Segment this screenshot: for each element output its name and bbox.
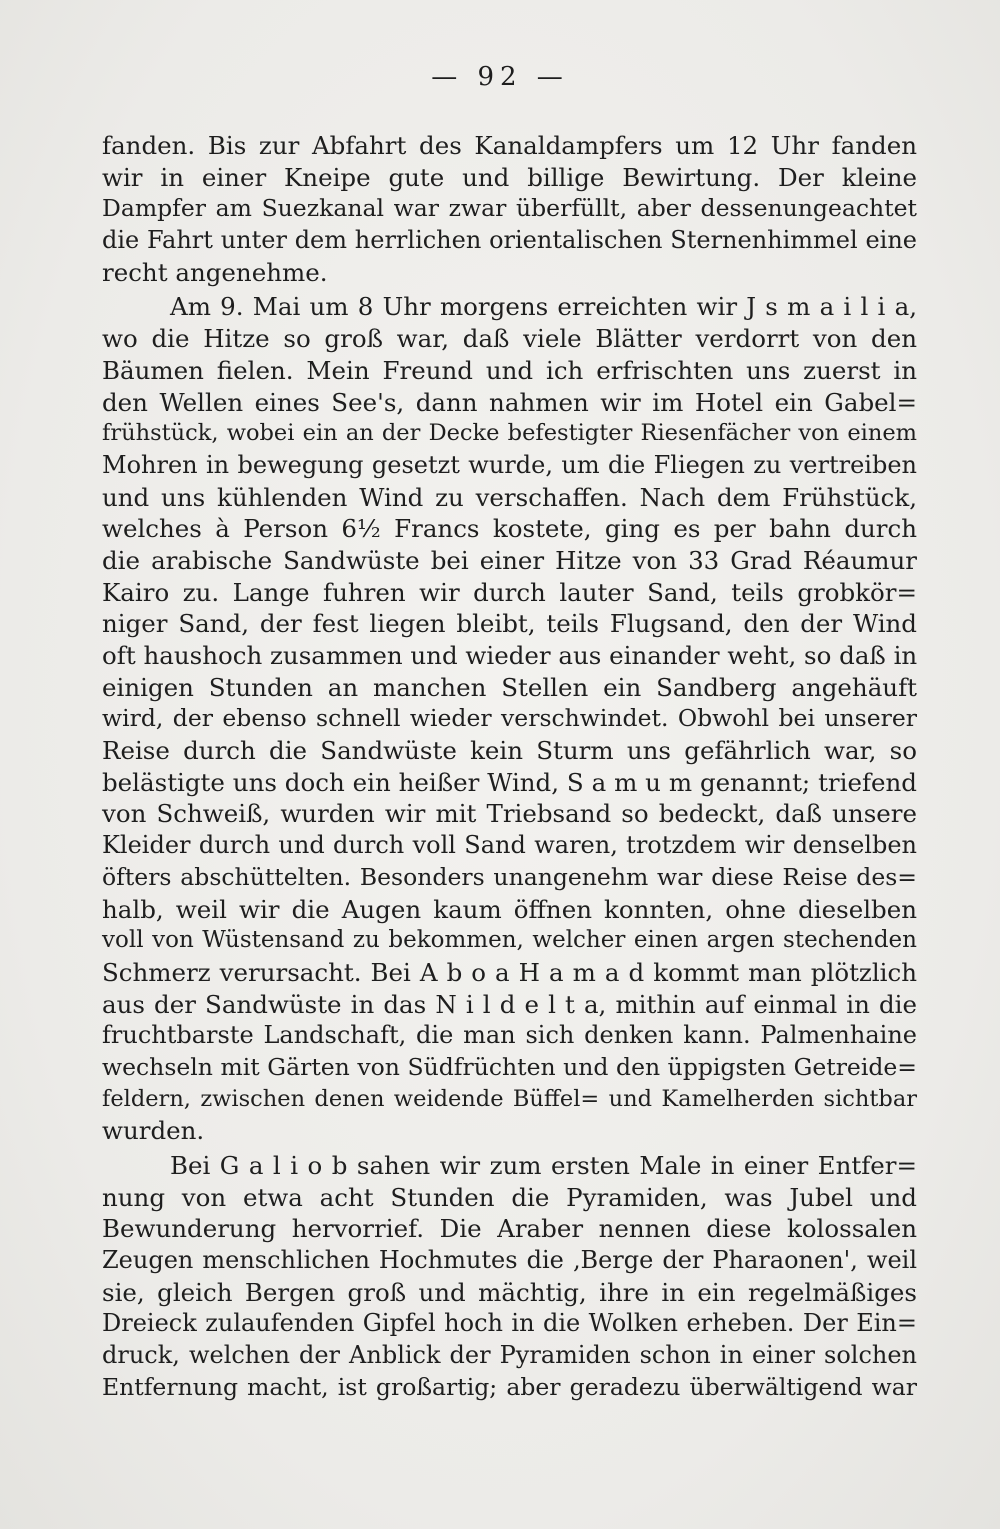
- paragraph: [102, 130, 917, 288]
- text-line: Kairo zu. Lange fuhren wir durch lauter Sand, teils grobkör=: [102, 577, 917, 607]
- text-line: niger Sand, der fest liegen bleibt, teils Flugsand, den der Wind: [102, 609, 917, 639]
- text-line: fanden. Bis zur Abfahrt des Kanaldampfers um 12 Uhr fanden: [102, 131, 917, 160]
- text-line: Am 9. Mai um 8 Uhr morgens erreichten wir J s m a i l i a,: [170, 292, 917, 322]
- text-line: frühstück, wobei ein an der Decke befestigter Riesenfächer von einem: [102, 420, 917, 447]
- text-line: voll von Wüstensand zu bekommen, welcher einen argen stechenden: [102, 927, 917, 954]
- text-line: von Schweiß, wurden wir mit Triebsand so bedeckt, daß unsere: [102, 799, 917, 829]
- text-line: druck, welchen der Anblick der Pyramiden schon in einer solchen: [102, 1341, 917, 1370]
- text-line: Dreieck zulaufenden Gipfel hoch in die Wolken erheben. Der Ein=: [102, 1309, 917, 1338]
- text-line: Dampfer am Suezkanal war zwar überfüllt, aber dessenungeachtet: [102, 194, 917, 223]
- text-line: wurden.: [102, 1116, 205, 1146]
- paragraph: [102, 1150, 917, 1404]
- text-line: aus der Sandwüste in das N i l d e l t a, mithin auf einmal in die: [102, 989, 917, 1019]
- text-line: Mohren in bewegung gesetzt wurde, um die Fliegen zu vertreiben: [102, 450, 917, 479]
- text-line: wir in einer Kneipe gute und billige Bewirtung. Der kleine: [102, 162, 917, 192]
- text-line: Entfernung macht, ist großartig; aber geradezu überwältigend war: [102, 1372, 917, 1401]
- text-line: wird, der ebenso schnell wieder verschwindet. Obwohl bei unserer: [102, 704, 917, 733]
- body-text: [102, 130, 917, 1404]
- text-line: einigen Stunden an manchen Stellen ein Sandberg angehäuft: [102, 672, 917, 702]
- text-line: welches à Person 6½ Francs kostete, ging es per bahn durch: [102, 514, 917, 544]
- text-line: Kleider durch und durch voll Sand waren, trotzdem wir denselben: [102, 831, 917, 860]
- text-line: nung von etwa acht Stunden die Pyramiden, was Jubel und: [102, 1182, 917, 1212]
- text-line: den Wellen eines See's, dann nahmen wir im Hotel ein Gabel=: [102, 387, 917, 417]
- text-line: Bei G a l i o b sahen wir zum ersten Male in einer Entfer=: [170, 1151, 917, 1180]
- paragraph: [102, 291, 917, 1147]
- text-line: wo die Hitze so groß war, daß viele Blätter verdorrt von den: [102, 324, 917, 354]
- text-line: recht angenehme.: [102, 257, 328, 287]
- text-line: die arabische Sandwüste bei einer Hitze von 33 Grad Réaumur: [102, 545, 917, 575]
- text-line: und uns kühlenden Wind zu verschaffen. Nach dem Frühstück,: [102, 482, 917, 512]
- text-line: öfters abschüttelten. Besonders unangenehm war diese Reise des=: [102, 862, 917, 891]
- text-line: wechseln mit Gärten von Südfrüchten und den üppigsten Getreide=: [102, 1052, 917, 1081]
- text-line: Zeugen menschlichen Hochmutes die ‚Berge der Pharaonen', weil: [102, 1246, 917, 1275]
- text-line: halb, weil wir die Augen kaum öffnen konnten, ohne dieselben: [102, 894, 917, 924]
- text-line: sie, gleich Bergen groß und mächtig, ihre in ein regelmäßiges: [102, 1277, 917, 1307]
- text-line: Bewunderung hervorrief. Die Araber nennen diese kolossalen: [102, 1214, 917, 1244]
- text-line: die Fahrt unter dem herrlichen orientalischen Sternenhimmel eine: [102, 226, 917, 255]
- text-line: Bäumen fielen. Mein Freund und ich erfrischten uns zuerst in: [102, 355, 917, 385]
- text-line: feldern, zwischen denen weidende Büffel= und Kamelherden sichtbar: [102, 1085, 917, 1112]
- text-line: oft haushoch zusammen und wieder aus einander weht, so daß in: [102, 641, 918, 670]
- text-line: belästigte uns doch ein heißer Wind, S a m u m genannt; triefend: [102, 767, 917, 797]
- text-line: fruchtbarste Landschaft, die man sich denken kann. Palmenhaine: [102, 1021, 917, 1050]
- text-line: Schmerz verursacht. Bei A b o a H a m a d kommt man plötzlich: [102, 957, 917, 987]
- page-number: — 92 —: [431, 62, 569, 92]
- text-line: Reise durch die Sandwüste kein Sturm uns gefährlich war, so: [102, 736, 917, 766]
